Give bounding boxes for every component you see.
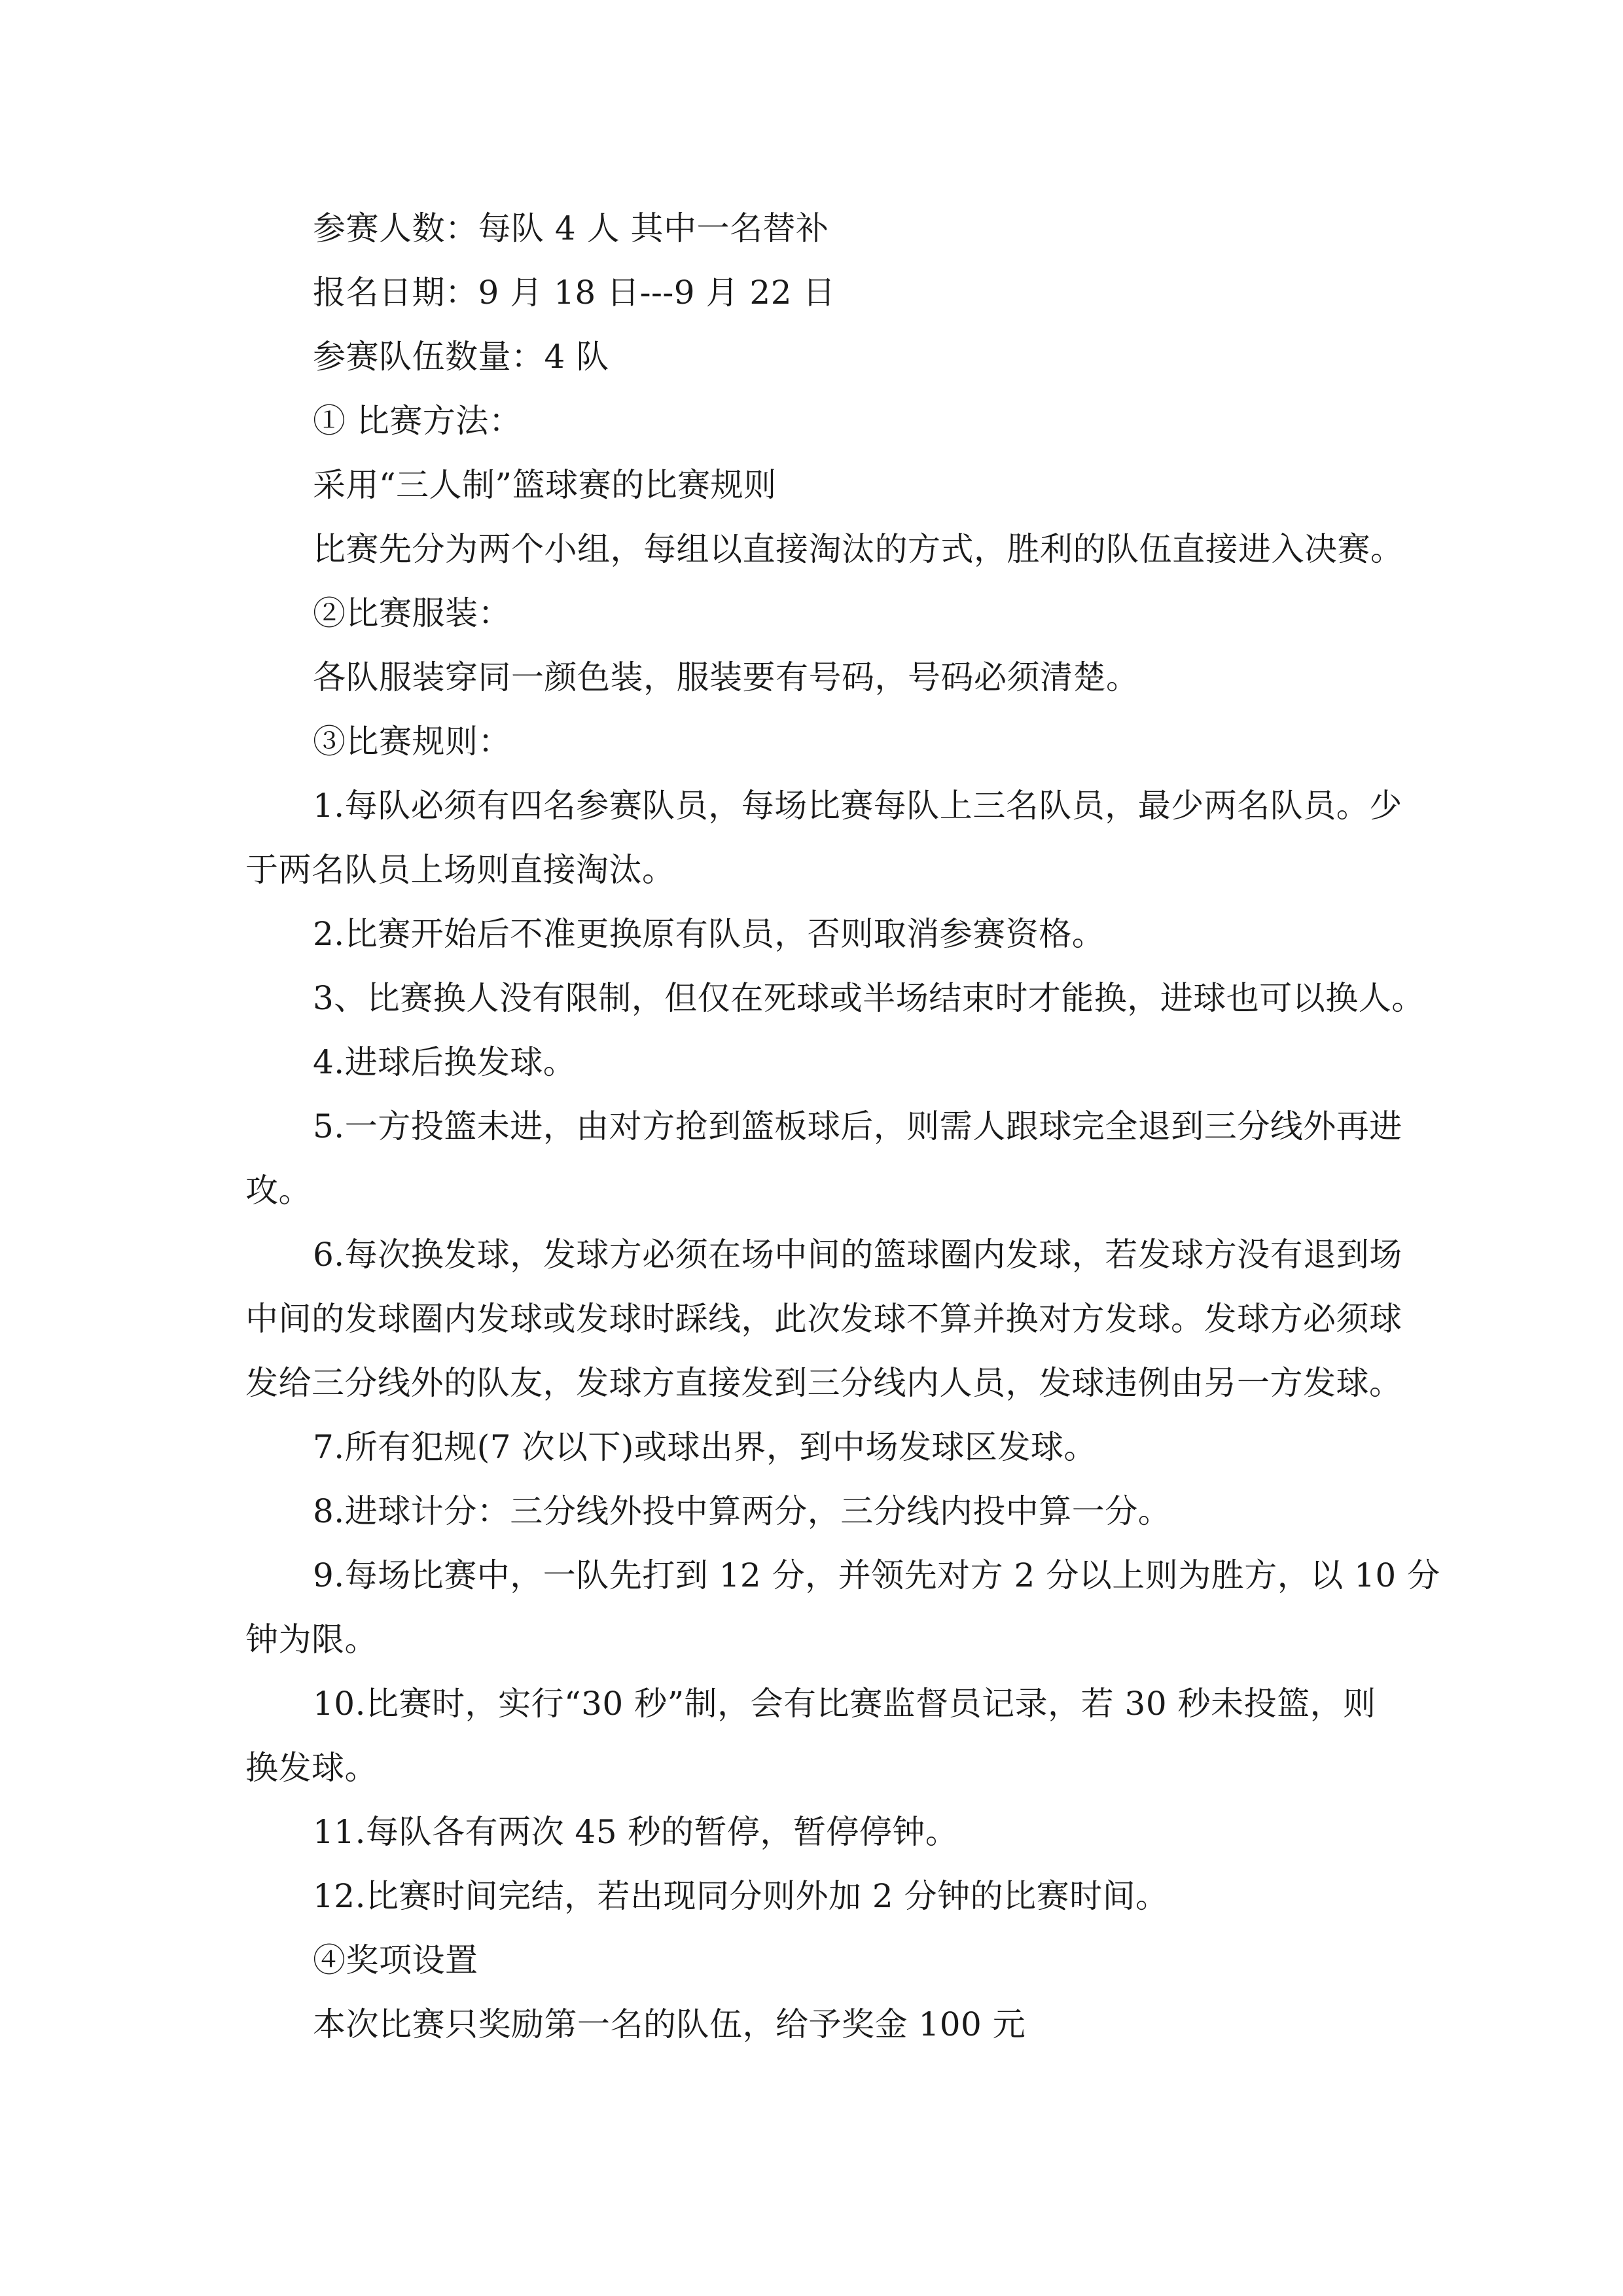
rule-item-continuation: 攻。 xyxy=(245,1172,312,1210)
text-line: 各队服装穿同一颜色装，服装要有号码，号码必须清楚。 xyxy=(313,658,1139,696)
rule-item: 4.进球后换发球。 xyxy=(313,1043,577,1081)
section-heading: ① 比赛方法： xyxy=(313,402,522,440)
rule-item-continuation: 钟为限。 xyxy=(245,1621,378,1659)
rule-item: 8.进球计分：三分线外投中算两分，三分线内投中算一分。 xyxy=(313,1492,1171,1530)
rule-item-continuation: 发给三分线外的队友，发球方直接发到三分线内人员，发球违例由另一方发球。 xyxy=(245,1364,1402,1402)
rule-item: 5.一方投篮未进，由对方抢到篮板球后，则需人跟球完全退到三分线外再进 xyxy=(313,1107,1402,1145)
rule-item: 9.每场比赛中，一队先打到 12 分，并领先对方 2 分以上则为胜方，以 10 分 xyxy=(313,1556,1440,1594)
text-line: 参赛队伍数量：4 队 xyxy=(313,338,609,376)
rule-item: 1.每队必须有四名参赛队员，每场比赛每队上三名队员，最少两名队员。少 xyxy=(313,787,1402,825)
rule-item-continuation: 于两名队员上场则直接淘汰。 xyxy=(245,851,675,889)
text-line: 报名日期：9 月 18 日---9 月 22 日 xyxy=(313,274,836,312)
rule-item-continuation: 中间的发球圈内发球或发球时踩线，此次发球不算并换对方发球。发球方必须球 xyxy=(245,1300,1402,1338)
text-line: 参赛人数：每队 4 人 其中一名替补 xyxy=(313,209,829,247)
rule-item: 11.每队各有两次 45 秒的暂停，暂停停钟。 xyxy=(313,1813,959,1851)
rule-item: 12.比赛时间完结，若出现同分则外加 2 分钟的比赛时间。 xyxy=(313,1877,1169,1915)
rule-item: 3、比赛换人没有限制，但仅在死球或半场结束时才能换，进球也可以换人。 xyxy=(313,979,1425,1017)
rule-item: 10.比赛时，实行“30 秒”制，会有比赛监督员记录，若 30 秒未投篮，则 xyxy=(313,1685,1376,1723)
section-heading: ④奖项设置 xyxy=(313,1941,478,1979)
section-heading: ②比赛服装： xyxy=(313,594,511,632)
text-line: 本次比赛只奖励第一名的队伍，给予奖金 100 元 xyxy=(313,2005,1026,2043)
section-heading: ③比赛规则： xyxy=(313,723,511,761)
text-line: 比赛先分为两个小组，每组以直接淘汰的方式，胜利的队伍直接进入决赛。 xyxy=(313,530,1404,568)
rule-item: 2.比赛开始后不准更换原有队员，否则取消参赛资格。 xyxy=(313,915,1105,953)
rule-item: 7.所有犯规(7 次以下)或球出界，到中场发球区发球。 xyxy=(313,1428,1097,1466)
text-line: 采用“三人制”篮球赛的比赛规则 xyxy=(313,466,777,504)
rule-item: 6.每次换发球，发球方必须在场中间的篮球圈内发球，若发球方没有退到场 xyxy=(313,1236,1402,1274)
rule-item-continuation: 换发球。 xyxy=(245,1749,378,1787)
